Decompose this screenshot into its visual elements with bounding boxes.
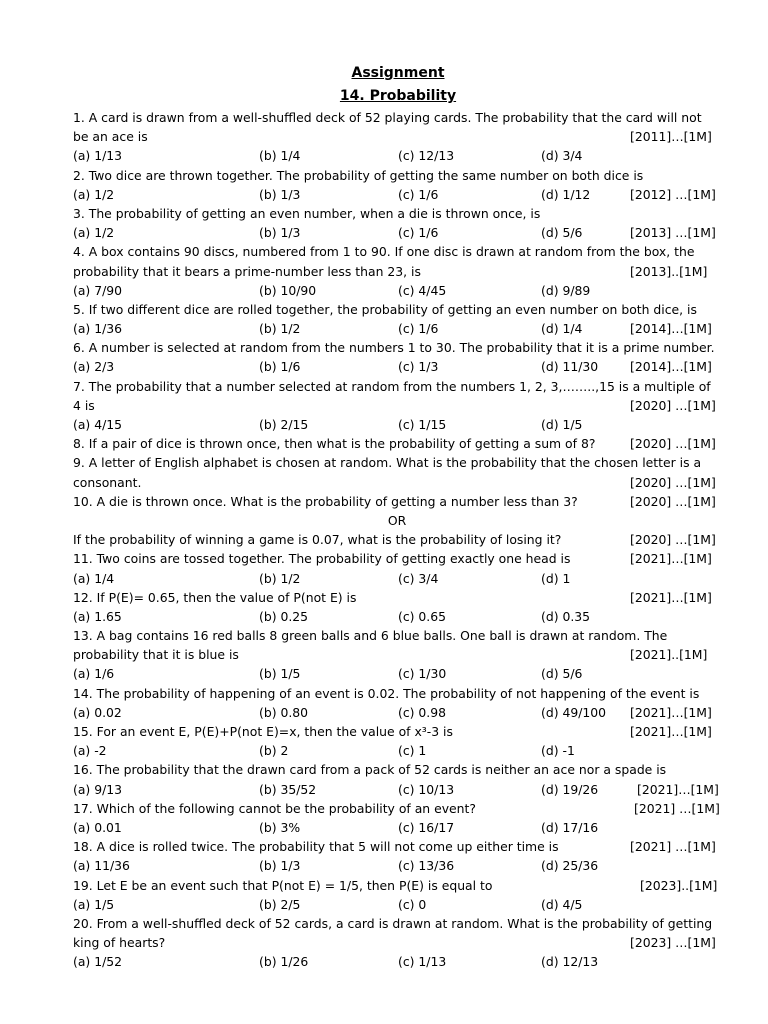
question-line: [73, 262, 721, 281]
question-text: 3. The probability of getting an even number, when a die is thrown once, is: [73, 205, 541, 221]
option-c: (c) 4/45: [398, 282, 447, 298]
question-line: [73, 876, 721, 895]
option-c: (c) 13/36: [398, 858, 455, 874]
options-row: [73, 185, 721, 204]
option-a: (a) 1/2: [73, 225, 115, 241]
option-b: (b) 0.25: [259, 608, 309, 624]
option-d: (d) 11/30: [541, 359, 599, 375]
or-label: OR: [387, 512, 407, 528]
question-text: 8. If a pair of dice is thrown once, then what is the probability of getting a sum of 8?: [73, 436, 596, 452]
year-marks-tag: [2021]…[1M]: [630, 551, 712, 567]
year-marks-tag: [2011]…[1M]: [630, 129, 712, 145]
year-marks-tag: [2023]..[1M]: [640, 877, 718, 893]
option-a: (a) 1/36: [73, 321, 123, 337]
chapter-title: 14. Probability: [339, 88, 457, 104]
option-b: (b) 2/5: [259, 896, 301, 912]
question-text: 20. From a well-shuffled deck of 52 cards, a card is drawn at random. What is the probability of getting: [73, 915, 713, 931]
option-c: (c) 1/15: [398, 417, 447, 432]
options-row: [73, 741, 721, 760]
question-line: [73, 549, 721, 568]
option-c: (c) 1/6: [398, 186, 439, 202]
question-text: 6. A number is selected at random from the numbers 1 to 30. The probability that it is a prime number.: [73, 340, 715, 356]
year-marks-tag: [2014]…[1M]: [630, 359, 712, 375]
option-d: (d) 1/4: [541, 321, 583, 337]
question-line: [73, 626, 721, 645]
year-marks-tag: [2014]…[1M]: [630, 321, 712, 337]
question-text: be an ace is: [73, 129, 148, 145]
question-text: 14. The probability of happening of an event is 0.02. The probability of not happening of the event is: [73, 685, 700, 701]
question-text: 10. A die is thrown once. What is the probability of getting a number less than 3?: [73, 493, 578, 509]
option-d: (d) 1/12: [541, 186, 591, 202]
option-a: (a) 9/13: [73, 781, 123, 797]
year-marks-tag: [2021]…[1M]: [630, 704, 712, 720]
question-line: [73, 588, 721, 607]
year-marks-tag: [2020] …[1M]: [630, 493, 716, 509]
question-text: If the probability of winning a game is 0.07, what is the probability of losing it?: [73, 532, 562, 548]
option-c: (c) 0.65: [398, 608, 447, 624]
question-text: 13. A bag contains 16 red balls 8 green balls and 6 blue balls. One ball is drawn at random. The: [73, 628, 668, 644]
question-line: [73, 377, 721, 396]
option-d: (d) 17/16: [541, 819, 599, 835]
options-row: [73, 223, 721, 242]
option-d: (d) 19/26: [541, 781, 599, 797]
year-marks-tag: [2020] …[1M]: [630, 532, 716, 548]
question-line: [73, 453, 721, 472]
options-row: [73, 357, 721, 376]
question-line: [73, 338, 721, 357]
page-title: Assignment: [351, 65, 445, 81]
question-text: probability that it is blue is: [73, 647, 239, 663]
question-line: [73, 166, 721, 185]
option-c: (c) 0: [398, 896, 427, 912]
question-line: [73, 684, 721, 703]
question-line: [73, 492, 721, 511]
option-a: (a) 1/13: [73, 148, 123, 164]
option-c: (c) 10/13: [398, 781, 455, 797]
option-c: (c) 1/30: [398, 666, 447, 682]
option-b: (b) 35/52: [259, 781, 317, 797]
options-row: [73, 664, 721, 683]
question-line: [73, 108, 721, 127]
or-separator: [73, 511, 721, 530]
options-row: [73, 818, 721, 837]
option-d: (d) 5/6: [541, 666, 583, 682]
option-b: (b) 2/15: [259, 417, 309, 432]
option-b: (b) 1/4: [259, 148, 301, 164]
question-line: [73, 473, 721, 492]
option-a: (a) 4/15: [73, 417, 123, 432]
question-text: 12. If P(E)= 0.65, then the value of P(not E) is: [73, 589, 357, 605]
option-b: (b) 1/26: [259, 954, 309, 970]
option-b: (b) 1/3: [259, 858, 301, 874]
question-text: 4. A box contains 90 discs, numbered from 1 to 90. If one disc is drawn at random from the box, the: [73, 244, 695, 260]
question-line: [73, 799, 721, 818]
question-line: [73, 300, 721, 319]
question-line: [73, 722, 721, 741]
options-row: [73, 703, 721, 722]
option-b: (b) 10/90: [259, 282, 317, 298]
options-row: [73, 281, 721, 300]
option-c: (c) 1: [398, 743, 427, 759]
option-c: (c) 12/13: [398, 148, 455, 164]
option-d: (d) 12/13: [541, 954, 599, 970]
question-text: 19. Let E be an event such that P(not E) = 1/5, then P(E) is equal to: [73, 877, 493, 893]
question-text: 5. If two different dice are rolled together, the probability of getting an even number on both dice, is: [73, 301, 697, 317]
year-marks-tag: [2023] …[1M]: [630, 935, 716, 951]
question-line: [73, 242, 721, 261]
question-line: [73, 645, 721, 664]
question-line: [73, 127, 721, 146]
question-text: 18. A dice is rolled twice. The probability that 5 will not come up either time is: [73, 839, 559, 855]
options-row: [73, 319, 721, 338]
option-d: (d) 9/89: [541, 282, 591, 298]
year-marks-tag: [2021] …[1M]: [634, 800, 720, 816]
question-line: [73, 530, 721, 549]
option-c: (c) 3/4: [398, 570, 439, 586]
option-a: (a) 1/5: [73, 896, 115, 912]
option-d: (d) 4/5: [541, 896, 583, 912]
option-b: (b) 1/6: [259, 359, 301, 375]
option-a: (a) 1/6: [73, 666, 115, 682]
question-line: [73, 434, 721, 453]
year-marks-tag: [2013]..[1M]: [630, 263, 708, 279]
options-row: [73, 780, 721, 799]
option-c: (c) 1/6: [398, 321, 439, 337]
year-marks-tag: [2013] …[1M]: [630, 225, 716, 241]
question-text: consonant.: [73, 474, 142, 490]
options-row: [73, 607, 721, 626]
option-c: (c) 1/13: [398, 954, 447, 970]
option-b: (b) 2: [259, 743, 289, 759]
option-a: (a) 1.65: [73, 608, 122, 624]
options-row: [73, 895, 721, 914]
options-row: [73, 952, 721, 971]
question-text: 17. Which of the following cannot be the probability of an event?: [73, 800, 476, 816]
option-c: (c) 16/17: [398, 819, 455, 835]
question-line: [73, 914, 721, 933]
year-marks-tag: [2021]…[1M]: [637, 781, 719, 797]
question-text: king of hearts?: [73, 935, 166, 951]
option-d: (d) 5/6: [541, 225, 583, 241]
options-row: [73, 146, 721, 165]
year-marks-tag: [2021]…[1M]: [630, 589, 712, 605]
question-text: 2. Two dice are thrown together. The probability of getting the same number on both dice is: [73, 167, 644, 183]
question-text: 9. A letter of English alphabet is chosen at random. What is the probability that the chosen letter is a: [73, 455, 702, 471]
option-a: (a) 7/90: [73, 282, 123, 298]
option-c: (c) 1/3: [398, 359, 439, 375]
question-line: [73, 396, 721, 415]
option-a: (a) 2/3: [73, 359, 115, 375]
year-marks-tag: [2020] …[1M]: [630, 474, 716, 490]
question-line: [73, 204, 721, 223]
option-b: (b) 0.80: [259, 704, 309, 720]
options-row: [73, 569, 721, 588]
question-text: 11. Two coins are tossed together. The probability of getting exactly one head is: [73, 551, 571, 567]
option-b: (b) 1/2: [259, 321, 301, 337]
option-d: (d) -1: [541, 743, 575, 759]
option-a: (a) 1/2: [73, 186, 115, 202]
option-d: (d) 0.35: [541, 608, 591, 624]
question-text: 7. The probability that a number selected at random from the numbers 1, 2, 3,……..,15 is a multiple of: [73, 378, 711, 394]
option-b: (b) 1/3: [259, 186, 301, 202]
option-b: (b) 3%: [259, 819, 301, 835]
option-a: (a) 1/4: [73, 570, 115, 586]
options-row: [73, 856, 721, 875]
question-text: 16. The probability that the drawn card from a pack of 52 cards is neither an ace nor a spade is: [73, 762, 667, 778]
option-d: (d) 1: [541, 570, 571, 586]
option-a: (a) 0.02: [73, 704, 122, 720]
question-text: 15. For an event E, P(E)+P(not E)=x, then the value of x³-3 is: [73, 724, 453, 739]
option-a: (a) 0.01: [73, 819, 122, 835]
year-marks-tag: [2021] …[1M]: [630, 839, 716, 855]
question-text: 1. A card is drawn from a well-shuffled deck of 52 playing cards. The probability that the card will not: [73, 110, 702, 125]
question-text: probability that it bears a prime-number less than 23, is: [73, 263, 421, 279]
option-c: (c) 1/6: [398, 225, 439, 241]
question-line: [73, 760, 721, 779]
option-c: (c) 0.98: [398, 704, 447, 720]
year-marks-tag: [2021]…[1M]: [630, 724, 712, 739]
year-marks-tag: [2012] …[1M]: [630, 186, 716, 202]
option-d: (d) 1/5: [541, 417, 583, 432]
option-b: (b) 1/2: [259, 570, 301, 586]
option-d: (d) 25/36: [541, 858, 599, 874]
options-row: [73, 415, 721, 434]
question-line: [73, 933, 721, 952]
option-b: (b) 1/5: [259, 666, 301, 682]
option-d: (d) 49/100: [541, 704, 607, 720]
year-marks-tag: [2020] …[1M]: [630, 436, 716, 452]
option-b: (b) 1/3: [259, 225, 301, 241]
year-marks-tag: [2021]..[1M]: [630, 647, 708, 663]
year-marks-tag: [2020] …[1M]: [630, 397, 716, 413]
question-line: [73, 837, 721, 856]
question-list: [73, 108, 721, 971]
option-a: (a) -2: [73, 743, 107, 759]
question-text: 4 is: [73, 397, 95, 413]
option-a: (a) 1/52: [73, 954, 123, 970]
option-d: (d) 3/4: [541, 148, 583, 164]
option-a: (a) 11/36: [73, 858, 130, 874]
